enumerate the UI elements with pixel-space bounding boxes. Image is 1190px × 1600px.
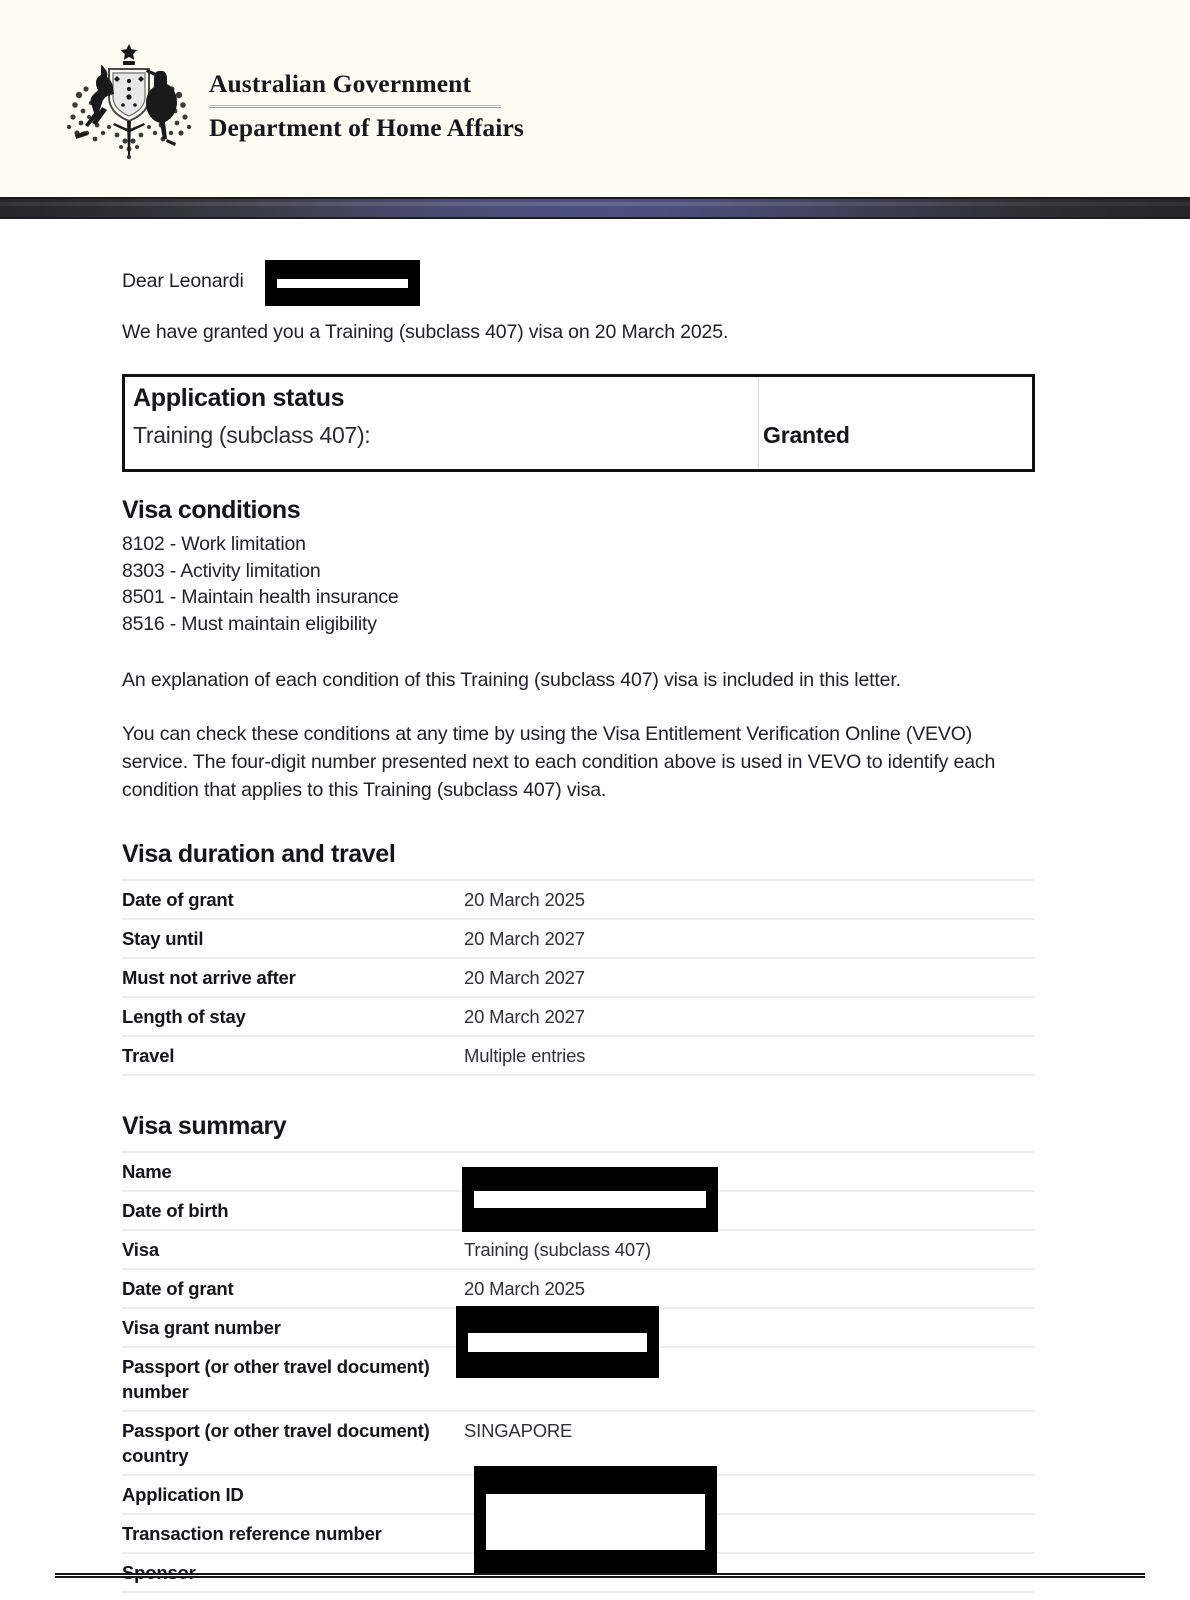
band-sheen [0,202,1190,206]
row-label: Visa [122,1230,464,1269]
salutation-line [122,262,1037,296]
row-value: 20 March 2027 [464,919,1035,958]
redaction-slit [486,1494,705,1550]
conditions-explanation-text: An explanation of each condition of this Training (subclass 407) visa is included in this letter. [122,669,901,692]
row-value: 20 March 2025 [464,1269,1035,1308]
redaction-slit [277,279,408,288]
australian-government-text: Australian Government [209,69,472,98]
table-row [122,997,1035,1036]
visa-duration-heading: Visa duration and travel [122,840,396,869]
list-item: 8303 - Activity limitation [122,559,321,582]
government-branding-lockup [55,33,524,163]
vevo-note-text: You can check these conditions at any time by using the Visa Entitlement Verification Online (VEVO) service. The four-digit number presented next to each condition above is used in VEVO to identify each condition that applies to this Training (subclass 407) visa. [122,722,996,802]
row-label: Name [122,1152,464,1191]
list-item: 8501 - Maintain health insurance [122,586,399,609]
row-label: Date of grant [122,880,464,919]
row-label: Must not arrive after [122,958,464,997]
header-accent-band [0,197,1190,219]
row-value: Multiple entries [464,1036,1035,1075]
table-row [122,1269,1035,1308]
visa-conditions-heading: Visa conditions [122,496,301,525]
visa-conditions-section [122,496,1037,637]
wordmark-divider [209,105,501,108]
visa-duration-table [122,879,1035,1076]
table-row [122,1036,1035,1075]
table-row [122,1230,1035,1269]
redaction-box-grant-and-passport-number [456,1306,659,1378]
letter-body [0,219,1190,1593]
row-label: Transaction reference number [122,1514,464,1553]
list-item: 8516 - Must maintain eligibility [122,612,377,635]
conditions-explanation-block [122,666,1037,804]
row-label: Date of birth [122,1191,464,1230]
row-label: Date of grant [122,1269,464,1308]
row-label: Stay until [122,919,464,958]
row-label: Visa grant number [122,1308,464,1347]
footer-divider-rule [55,1573,1145,1578]
row-value: 20 March 2027 [464,997,1035,1036]
row-label: Length of stay [122,997,464,1036]
visa-summary-heading: Visa summary [122,1112,287,1141]
table-row [122,880,1035,919]
government-wordmark [209,33,524,142]
application-status-box [122,374,1035,472]
redaction-slit [468,1333,647,1352]
row-label: Application ID [122,1475,464,1514]
australian-coat-of-arms-icon [55,35,203,165]
redaction-box-appid-transaction-sponsor [474,1466,717,1578]
visa-duration-table-wrap [122,879,1037,1076]
application-status-title: Application status [133,384,345,413]
row-value: 20 March 2027 [464,958,1035,997]
row-value: 20 March 2025 [464,880,1035,919]
table-row [122,919,1035,958]
redaction-box-recipient-name [265,260,420,306]
list-item: 8102 - Work limitation [122,533,306,556]
visa-conditions-list [122,531,1037,637]
application-status-subject: Training (subclass 407): [133,422,371,449]
row-label: Travel [122,1036,464,1075]
grant-intro-text: We have granted you a Training (subclass 407) visa on 20 March 2025. [122,321,729,343]
visa-summary-table-wrap [122,1151,1037,1593]
application-status-value: Granted [763,422,850,449]
status-column-divider [758,377,759,469]
letterhead [0,0,1190,197]
redaction-slit [474,1191,706,1208]
redaction-box-name-dob [462,1167,718,1232]
row-value: Training (subclass 407) [464,1230,1035,1269]
row-label: Passport (or other travel document) country [122,1411,464,1475]
department-name-text: Department of Home Affairs [209,112,524,142]
row-label: Passport (or other travel document) number [122,1347,464,1411]
salutation-text: Dear Leonardi [122,270,244,292]
table-row [122,958,1035,997]
row-value: SINGAPORE [464,1411,1035,1475]
